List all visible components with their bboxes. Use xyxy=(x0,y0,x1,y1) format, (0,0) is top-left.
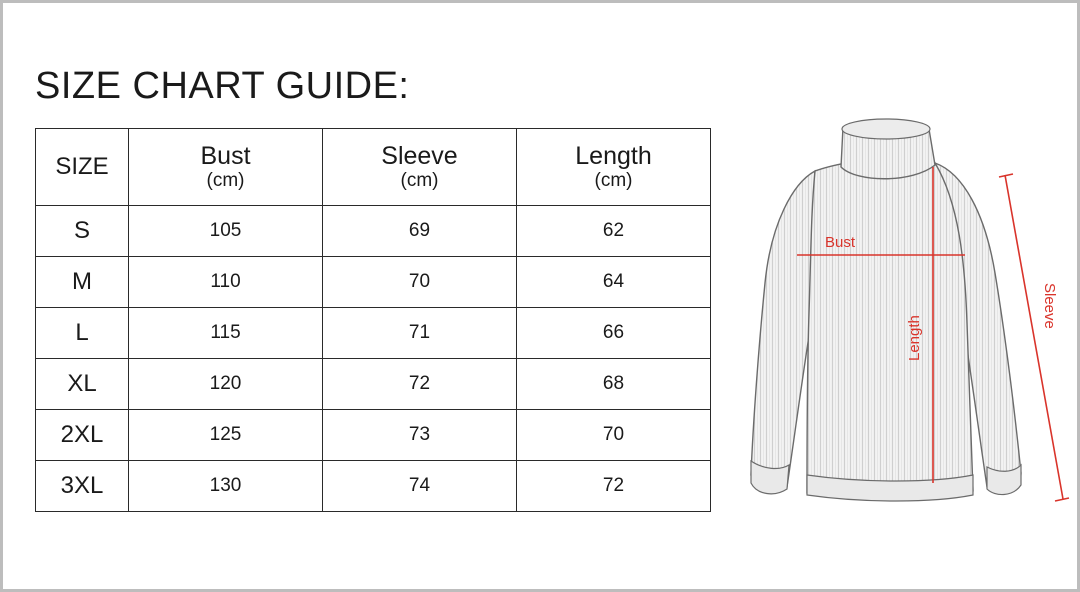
cell-size: S xyxy=(36,206,129,257)
cell-bust: 115 xyxy=(129,308,323,359)
size-chart-table xyxy=(35,128,711,512)
table-row xyxy=(36,257,711,308)
cell-size: L xyxy=(36,308,129,359)
cell-bust: 110 xyxy=(129,257,323,308)
cell-bust: 120 xyxy=(129,359,323,410)
cell-size: 2XL xyxy=(36,410,129,461)
header-length-label: Length xyxy=(575,142,652,170)
cell-length: 62 xyxy=(517,206,711,257)
cell-bust: 105 xyxy=(129,206,323,257)
table-row xyxy=(36,308,711,359)
length-label: Length xyxy=(906,315,923,361)
cell-sleeve: 70 xyxy=(323,257,517,308)
header-length xyxy=(517,129,711,206)
bust-label: Bust xyxy=(825,234,856,251)
sweater-illustration xyxy=(751,119,1021,501)
header-size xyxy=(36,129,129,206)
cell-size: M xyxy=(36,257,129,308)
cell-length: 70 xyxy=(517,410,711,461)
page-title: SIZE CHART GUIDE: xyxy=(35,65,410,107)
cell-sleeve: 73 xyxy=(323,410,517,461)
cell-sleeve: 74 xyxy=(323,461,517,512)
cell-length: 72 xyxy=(517,461,711,512)
table-row xyxy=(36,461,711,512)
sleeve-tick-bottom xyxy=(1055,498,1069,501)
cell-sleeve: 71 xyxy=(323,308,517,359)
header-sleeve xyxy=(323,129,517,206)
header-length-unit: (cm) xyxy=(594,170,633,191)
sleeve-label: Sleeve xyxy=(1041,283,1058,329)
cell-size: 3XL xyxy=(36,461,129,512)
header-sleeve-label: Sleeve xyxy=(381,142,458,170)
cell-bust: 130 xyxy=(129,461,323,512)
header-bust-unit: (cm) xyxy=(206,170,245,191)
cell-size: XL xyxy=(36,359,129,410)
table-header-row xyxy=(36,129,711,206)
cell-length: 66 xyxy=(517,308,711,359)
cell-sleeve: 69 xyxy=(323,206,517,257)
cell-length: 68 xyxy=(517,359,711,410)
cell-sleeve: 72 xyxy=(323,359,517,410)
cell-length: 64 xyxy=(517,257,711,308)
table-row xyxy=(36,410,711,461)
header-bust xyxy=(129,129,323,206)
header-sleeve-unit: (cm) xyxy=(400,170,439,191)
header-size-label: SIZE xyxy=(55,153,109,180)
table-row xyxy=(36,206,711,257)
cell-bust: 125 xyxy=(129,410,323,461)
header-bust-label: Bust xyxy=(200,142,251,170)
table-row xyxy=(36,359,711,410)
sweater-diagram xyxy=(723,103,1080,543)
